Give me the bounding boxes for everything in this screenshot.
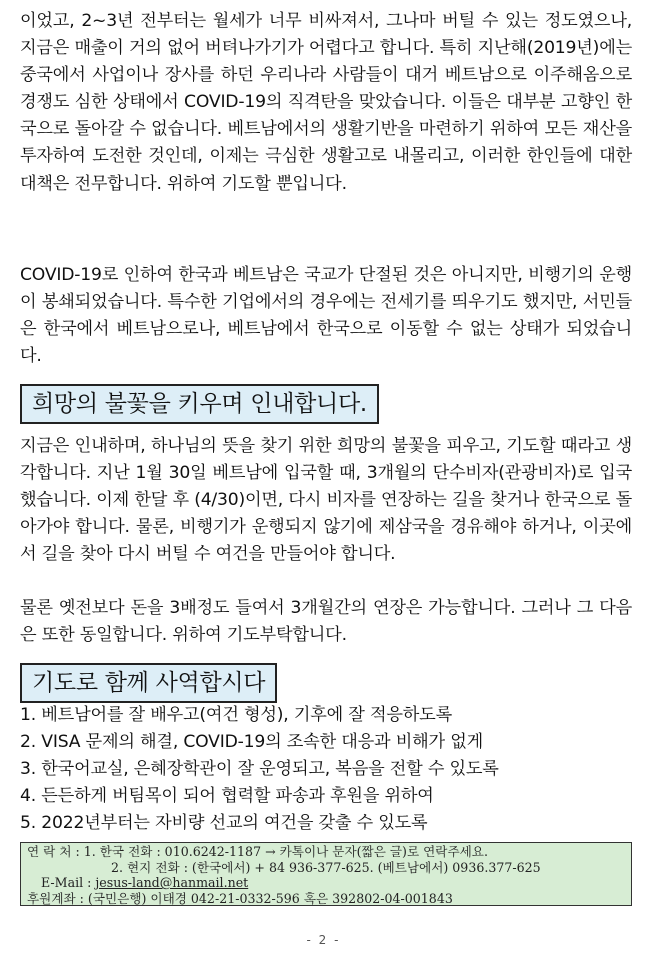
prayer-item: 5. 2022년부터는 자비량 선교의 여건을 갖출 수 있도록 — [20, 813, 428, 833]
prayer-list — [20, 702, 499, 837]
contact-phone-korea: 연 락 처 : 1. 한국 전화 : 010.6242-1187 → 카톡이나 문자(짧은 글)로 연락주세요. — [27, 844, 488, 859]
prayer-item: 2. VISA 문제의 해결, COVID-19의 조속한 대응과 비해가 없게 — [20, 732, 483, 752]
contact-phone-local: 2. 현지 전화 : (한국에서) + 84 936-377-625. (베트남에서) 0936.377-625 — [111, 859, 541, 875]
contact-box — [20, 842, 632, 906]
prayer-item: 3. 한국어교실, 은혜장학관이 잘 운영되고, 복음을 전할 수 있도록 — [20, 759, 499, 779]
section-heading-hope: 희망의 불꽃을 키우며 인내합니다. — [20, 384, 379, 424]
section-heading-prayer: 기도로 함께 사역합시다 — [20, 663, 277, 703]
hope-paragraph-2: 물론 옛전보다 돈을 3배정도 들여서 3개월간의 연장은 가능합니다. 그러나 그 다음은 또한 동일합니다. 위하여 기도부탁합니다. — [20, 598, 632, 646]
email-label: E-Mail : — [41, 875, 96, 891]
email-link[interactable]: jesus-land@hanmail.net — [95, 875, 249, 891]
donation-account: 후원계좌 : (국민은행) 이태경 042-21-0332-596 혹은 392802-04-001843 — [27, 890, 453, 906]
intro-paragraph-1: 이었고, 2~3년 전부터는 월세가 너무 비싸져서, 그나마 버틸 수 있는 정도였으나, 지금은 매출이 거의 없어 버텨나가기가 어렵다고 합니다. 특히 지난해(2019년)에는 중국에서 사업이나 장사를 하던 우리나라 사람들이 대거 베트남으로 이주해옴으로 경쟁도 심한 상태에서 COVID-19의 직격탄을 맞았습니다. 이들은 대부분 고향인 한국으로 돌아갈 수 없습니다. 베트남에서의 생활기반을 마련하기 위하여 모든 재산을 투자하여 도전한 것인데, 이제는 극심한 생활고로 내몰리고, 이러한 한인들에 대한 대책은 전무합니다. 위하여 기도할 뿐입니다. — [20, 11, 632, 194]
hope-paragraph-1: 지금은 인내하며, 하나님의 뜻을 찾기 위한 희망의 불꽃을 피우고, 기도할 때라고 생각합니다. 지난 1월 30일 베트남에 입국할 때, 3개월의 단수비자(관광비자)로 입국했습니다. 이제 한달 후 (4/30)이면, 다시 비자를 연장하는 길을 찾거나 한국으로 돌아가야 합니다. 물론, 비행기가 운행되지 않기에 제삼국을 경유해야 하거나, 이곳에서 길을 찾아 다시 버틸 수 여건을 만들어야 합니다. — [20, 436, 632, 565]
intro-paragraph-2: COVID-19로 인하여 한국과 베트남은 국교가 단절된 것은 아니지만, 비행기의 운행이 봉쇄되었습니다. 특수한 기업에서의 경우에는 전세기를 띄우기도 했지만, 서민들은 한국에서 베트남으로나, 베트남에서 한국으로 이동할 수 없는 상태가 되었습니다. — [20, 265, 632, 367]
contact-email-row — [27, 875, 625, 891]
prayer-item: 4. 든든하게 버팀목이 되어 협력할 파송과 후원을 위하여 — [20, 786, 434, 806]
page-number: - 2 - — [306, 933, 341, 947]
prayer-item: 1. 베트남어를 잘 배우고(여건 형성), 기후에 잘 적응하도록 — [20, 705, 452, 725]
